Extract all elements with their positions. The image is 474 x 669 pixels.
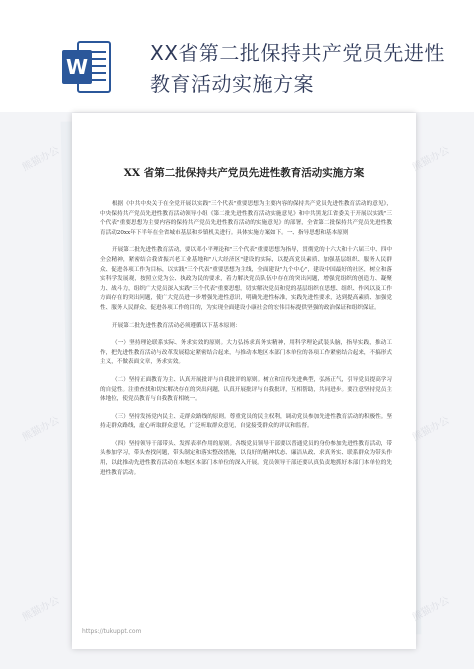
document-page[interactable]	[72, 113, 416, 649]
watermark: 熊猫办公	[410, 415, 452, 444]
paragraph: （一）坚持理论联系实际、务求实效的原则。大力弘扬求真务实精神，用科学理论武装头脑，指导实践，推动工作，把先进性教育活动与改革发展稳定紧密结合起来，与推动本地区本部门本单位的各项工作紧密结合起来，不搞形式主义，不做表面文章，务求实效。	[100, 340, 392, 366]
paragraph: 开展第二批先进性教育活动，要以邓小平理论和"三个代表"重要思想为指导，贯彻党的十六大和十六届三中、四中全会精神，紧密结合我省振兴老工业基地和"八大经济区"建设的实际，以提高党员素质、加强基层组织、服务人民群众、促进各项工作为目标，以实践"三个代表"重要思想为主线，全面建设"九个中心"，建设中国最好的社区，树立和落实科学发展观，按照立党为公、执政为民的要求，着力解决党员队伍中存在的突出问题，增强党组织的创造力、凝聚力、战斗力，组织广大党员深入实践"三个代表"重要思想，切实解决党员和党的基层组织在思想、组织、作风以及工作方面存在的突出问题，使广大党员进一步增强先进性意识，明确先进性标准，实践先进性要求，达到提高素质、加强党性、服务人民群众、促进各项工作的目的，为实现全面建设小康社会的宏伟目标提供坚强的政治保证和组织保证。	[100, 247, 392, 311]
source-url: https://tukuppt.com	[82, 628, 142, 635]
paragraph: （二）坚持正面教育为主、认真开展批评与自我批评的原则。树立和宣传先进典型，弘扬正气，引导党员提高学习的自觉性。注重查找和切实解决存在的突出问题，认真开展批评与自我批评，互相帮助，共同进步。要注意坚持党员主体地位，使党员教育与自我教育相统一。	[100, 376, 392, 403]
word-document-icon	[62, 40, 112, 94]
watermark: 熊猫办公	[20, 145, 62, 174]
document-body	[100, 200, 392, 478]
paragraph: 开展第二批先进性教育活动必须遵循以下基本原则：	[112, 322, 241, 329]
watermark: 熊猫办公	[410, 145, 452, 174]
document-title: XX 省第二批保持共产党员先进性教育活动实施方案	[123, 167, 365, 179]
paragraph: 根据《中共中央关于在全党开展以实践"三个代表"重要思想为主要内容的保持共产党员先进性教育活动的意见》，中央保持共产党员先进性教育活动领导小组《第二批先进性教育活动实施意见》和中共黑龙江省委关于开展以实践"三个代表"重要思想为主要内容的保持共产党员先进性教育活动的实施意见》的部署，全省第二批保持共产党员先进性教育活动20xx年下半年在全省城市基层和乡镇机关进行。具体实施方案如下。一、指导思想和基本原则	[100, 201, 392, 236]
paragraph: （四）坚持领导干部带头、发挥表率作用的原则。各级党员领导干部要以普通党员的身份参加先进性教育活动，带头参加学习，带头查找问题，带头制定和落实整改措施，以良好的精神状态、廉洁从政、求真务实、联系群众为带头作用，以此推动先进性教育活动在本地区本部门本单位的深入开展。党员领导干部还要认真负责地抓好本部门本单位的先进性教育活动。	[100, 440, 392, 476]
paragraph: （三）坚持发扬党内民主、走群众路线的原则。尊重党员的民主权利，调动党员参加先进性教育活动的积极性。坚持走群众路线，虚心听取群众意见，广泛听取群众意见，自觉接受群众的评议和监督。	[100, 413, 392, 430]
page-title: XX省第二批保持共产党员先进性教育活动实施方案	[150, 41, 445, 96]
svg-text:W: W	[65, 55, 89, 79]
watermark: 熊猫办公	[20, 415, 62, 444]
watermark: 熊猫办公	[410, 595, 452, 624]
watermark: 熊猫办公	[20, 595, 62, 624]
header-bar	[0, 0, 474, 112]
